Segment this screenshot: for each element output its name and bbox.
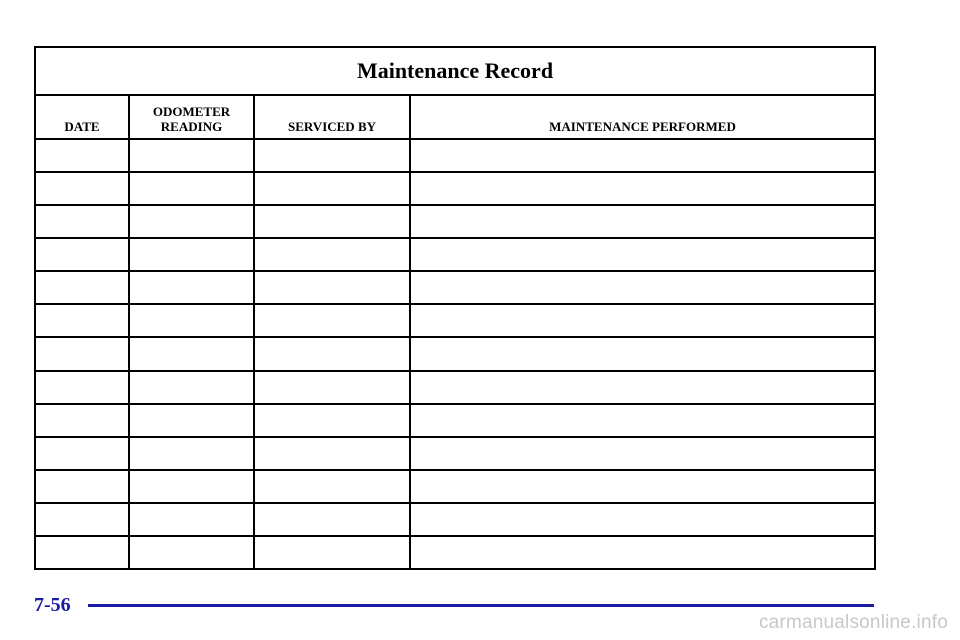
maintenance-cell — [411, 405, 874, 436]
maintenance-cell — [411, 305, 874, 336]
maintenance-cell — [411, 471, 874, 502]
maintenance-cell — [411, 140, 874, 171]
maintenance-cell — [411, 239, 874, 270]
maintenance-cell — [411, 504, 874, 535]
column-header-date — [36, 96, 130, 138]
odometer-cell — [130, 438, 255, 469]
odometer-cell — [130, 504, 255, 535]
serviced-by-cell — [255, 504, 411, 535]
serviced-by-cell — [255, 305, 411, 336]
odometer-cell — [130, 140, 255, 171]
maintenance-cell — [411, 372, 874, 403]
table-title: Maintenance Record — [36, 48, 874, 96]
date-cell — [36, 140, 130, 171]
date-cell — [36, 239, 130, 270]
column-header-odometer-line1: ODOMETER — [152, 104, 231, 119]
maintenance-cell — [411, 206, 874, 237]
serviced-by-cell — [255, 140, 411, 171]
column-header-maintenance-performed-label: MAINTENANCE PERFORMED — [549, 119, 736, 134]
serviced-by-cell — [255, 173, 411, 204]
serviced-by-cell — [255, 206, 411, 237]
table-row — [36, 438, 874, 471]
table-row — [36, 140, 874, 173]
footer-rule — [88, 604, 874, 607]
maintenance-cell — [411, 173, 874, 204]
maintenance-cell — [411, 272, 874, 303]
date-cell — [36, 173, 130, 204]
date-cell — [36, 504, 130, 535]
serviced-by-cell — [255, 338, 411, 369]
date-cell — [36, 272, 130, 303]
table-row — [36, 504, 874, 537]
maintenance-record-table — [34, 46, 876, 570]
date-cell — [36, 305, 130, 336]
watermark: carmanualsonline.info — [758, 612, 948, 633]
table-row — [36, 173, 874, 206]
date-cell — [36, 338, 130, 369]
table-row — [36, 471, 874, 504]
odometer-cell — [130, 206, 255, 237]
date-cell — [36, 206, 130, 237]
odometer-cell — [130, 372, 255, 403]
header-row — [36, 96, 874, 140]
date-cell — [36, 438, 130, 469]
column-header-odometer — [130, 96, 255, 138]
table-row — [36, 206, 874, 239]
odometer-cell — [130, 338, 255, 369]
date-cell — [36, 372, 130, 403]
table-row — [36, 537, 874, 568]
odometer-cell — [130, 537, 255, 568]
serviced-by-cell — [255, 239, 411, 270]
serviced-by-cell — [255, 438, 411, 469]
maintenance-cell — [411, 338, 874, 369]
date-cell — [36, 537, 130, 568]
odometer-cell — [130, 173, 255, 204]
serviced-by-cell — [255, 471, 411, 502]
date-cell — [36, 471, 130, 502]
maintenance-cell — [411, 438, 874, 469]
table-row — [36, 305, 874, 338]
serviced-by-cell — [255, 405, 411, 436]
date-cell — [36, 405, 130, 436]
table-row — [36, 372, 874, 405]
odometer-cell — [130, 272, 255, 303]
table-body — [36, 140, 874, 568]
column-header-serviced-by — [255, 96, 411, 138]
column-header-maintenance-performed — [411, 96, 874, 138]
table-row — [36, 405, 874, 438]
table-row — [36, 338, 874, 371]
odometer-cell — [130, 405, 255, 436]
column-header-odometer-line2: READING — [160, 119, 223, 134]
column-header-date-label: DATE — [64, 119, 100, 134]
odometer-cell — [130, 239, 255, 270]
maintenance-cell — [411, 537, 874, 568]
odometer-cell — [130, 305, 255, 336]
table-row — [36, 239, 874, 272]
serviced-by-cell — [255, 272, 411, 303]
column-header-serviced-by-label: SERVICED BY — [287, 119, 377, 134]
serviced-by-cell — [255, 372, 411, 403]
table-row — [36, 272, 874, 305]
serviced-by-cell — [255, 537, 411, 568]
odometer-cell — [130, 471, 255, 502]
page-number: 7-56 — [34, 594, 71, 616]
